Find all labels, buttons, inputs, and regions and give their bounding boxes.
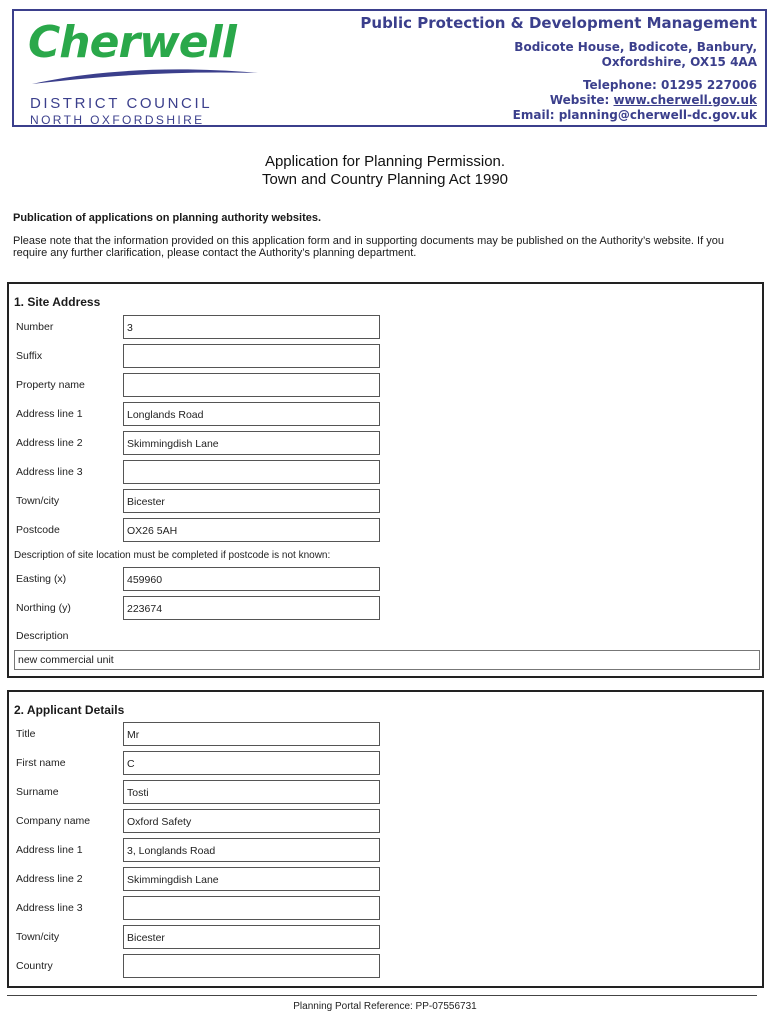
location-note: Description of site location must be completed if postcode is not known: [14, 550, 331, 561]
applicant-field-row [9, 954, 762, 980]
telephone: Telephone: 01295 227006 [582, 78, 757, 92]
description-label: Description [16, 630, 69, 642]
applicant-field-row [9, 751, 762, 777]
applicant-field-row [9, 925, 762, 951]
description-field[interactable]: new commercial unit [14, 650, 760, 670]
site-field-row [9, 518, 762, 544]
website-line [360, 93, 757, 108]
site-field-row [9, 489, 762, 515]
applicant-first-name-field[interactable]: C [123, 751, 380, 775]
applicant-town-field[interactable]: Bicester [123, 925, 380, 949]
document-title [0, 153, 770, 189]
site-address-section [7, 282, 764, 678]
publication-text: Please note that the information provided on this application form and in supporting documents may be published on the Authority’s website. If you require any further clarification, please contact the Authority’s planning department. [13, 235, 724, 259]
logo-district-council: DISTRICT COUNCIL [30, 95, 213, 112]
address-line-1: Bodicote House, Bodicote, Banbury, [514, 40, 757, 54]
site-town-field[interactable]: Bicester [123, 489, 380, 513]
field-label: Address line 3 [16, 902, 83, 914]
footer-divider [7, 995, 757, 996]
field-label: Northing (y) [16, 602, 71, 614]
site-field-row [9, 596, 762, 622]
applicant-field-row [9, 896, 762, 922]
field-label: Easting (x) [16, 573, 67, 585]
easting-field[interactable]: 459960 [123, 567, 380, 591]
portal-reference: Planning Portal Reference: PP-07556731 [293, 1001, 477, 1012]
site-address-line-2-field[interactable]: Skimmingdish Lane [123, 431, 380, 455]
section-title: 2. Applicant Details [14, 703, 125, 717]
field-label: Address line 2 [16, 437, 83, 449]
website-link[interactable]: www.cherwell.gov.uk [613, 93, 757, 107]
field-label: Town/city [16, 495, 60, 507]
applicant-surname-field[interactable]: Tosti [123, 780, 380, 804]
field-label: Title [16, 728, 36, 740]
site-address-line-1-field[interactable]: Longlands Road [123, 402, 380, 426]
site-field-row [9, 431, 762, 457]
field-label: Surname [16, 786, 59, 798]
field-label: Number [16, 321, 54, 333]
email-label: Email: [512, 108, 559, 122]
field-label: Company name [16, 815, 91, 827]
field-label: Country [16, 960, 53, 972]
email-line [360, 108, 757, 123]
title-line-2: Town and Country Planning Act 1990 [262, 171, 508, 188]
field-label: Address line 1 [16, 844, 83, 856]
applicant-field-row [9, 838, 762, 864]
applicant-company-field[interactable]: Oxford Safety [123, 809, 380, 833]
applicant-title-field[interactable]: Mr [123, 722, 380, 746]
org-name: Public Protection & Development Management [360, 14, 757, 32]
header-banner [12, 9, 767, 127]
site-field-row [9, 373, 762, 399]
contact-block [360, 14, 757, 123]
field-label: Postcode [16, 524, 60, 536]
applicant-address-line-2-field[interactable]: Skimmingdish Lane [123, 867, 380, 891]
site-number-field[interactable]: 3 [123, 315, 380, 339]
applicant-field-row [9, 722, 762, 748]
applicant-field-row [9, 780, 762, 806]
field-label: First name [16, 757, 66, 769]
site-address-line-3-field[interactable] [123, 460, 380, 484]
logo-wordmark: Cherwell [28, 17, 236, 68]
applicant-field-row [9, 809, 762, 835]
applicant-address-line-3-field[interactable] [123, 896, 380, 920]
site-field-row [9, 402, 762, 428]
field-label: Property name [16, 379, 85, 391]
publication-heading: Publication of applications on planning authority websites. [13, 212, 322, 224]
applicant-field-row [9, 867, 762, 893]
site-postcode-field[interactable]: OX26 5AH [123, 518, 380, 542]
website-label: Website: [549, 93, 614, 107]
field-label: Address line 1 [16, 408, 83, 420]
field-label: Town/city [16, 931, 60, 943]
field-label: Address line 3 [16, 466, 83, 478]
email-link[interactable]: planning@cherwell-dc.gov.uk [558, 108, 757, 122]
site-field-row [9, 460, 762, 486]
site-field-row [9, 344, 762, 370]
title-line-1: Application for Planning Permission. [264, 153, 506, 170]
site-suffix-field[interactable] [123, 344, 380, 368]
applicant-country-field[interactable] [123, 954, 380, 978]
site-field-row [9, 315, 762, 341]
applicant-details-section [7, 690, 764, 988]
council-logo [28, 17, 258, 129]
address-line-2: Oxfordshire, OX15 4AA [601, 55, 757, 69]
logo-swoosh-icon [30, 67, 260, 87]
field-label: Address line 2 [16, 873, 83, 885]
site-property-name-field[interactable] [123, 373, 380, 397]
field-label: Suffix [16, 350, 43, 362]
applicant-address-line-1-field[interactable]: 3, Longlands Road [123, 838, 380, 862]
section-title: 1. Site Address [14, 295, 101, 309]
northing-field[interactable]: 223674 [123, 596, 380, 620]
logo-north-oxfordshire: NORTH OXFORDSHIRE [30, 113, 205, 127]
site-field-row [9, 567, 762, 593]
